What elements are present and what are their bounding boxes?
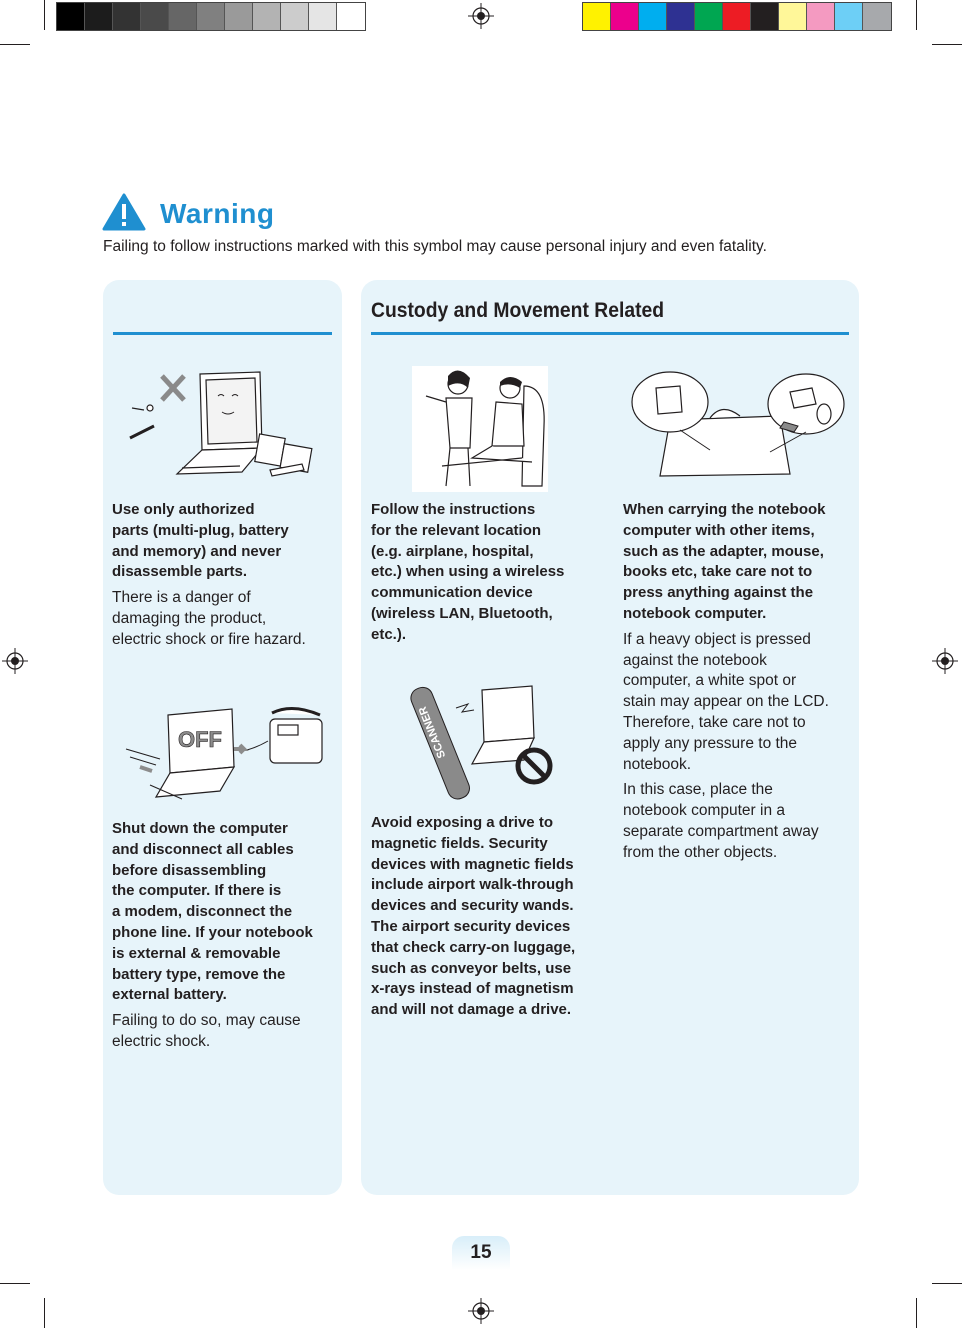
- text-line: computer with other items,: [623, 521, 815, 539]
- text-line: and will not damage a drive.: [371, 1001, 572, 1019]
- warning-triangle-icon: [102, 193, 146, 231]
- registration-mark-icon: [468, 1298, 494, 1324]
- left-item-2-text: [112, 819, 340, 1053]
- text-line: notebook computer.: [623, 604, 767, 622]
- color-swatch: [309, 3, 337, 30]
- color-swatch: [835, 3, 863, 30]
- registration-mark-icon: [932, 648, 958, 674]
- color-swatch: [779, 3, 807, 30]
- text-line: is external & removable: [112, 944, 281, 962]
- left-item-1-bold: [112, 500, 337, 583]
- right-col1-item-1-text: [371, 500, 606, 646]
- text-line: etc.) when using a wireless: [371, 563, 565, 581]
- crop-mark: [0, 1283, 30, 1284]
- right-col1-item-2-text: [371, 813, 611, 1021]
- text-line: parts (multi-plug, battery: [112, 521, 289, 539]
- text-line: In this case, place the: [623, 781, 773, 799]
- text-line: Use only authorized: [112, 501, 255, 518]
- text-line: before disassembling: [112, 861, 267, 879]
- text-line: such as the adapter, mouse,: [623, 542, 824, 560]
- text-line: press anything against the: [623, 584, 814, 602]
- text-line: If a heavy object is pressed: [623, 630, 811, 648]
- text-line: disassemble parts.: [112, 563, 248, 581]
- color-swatch: [197, 3, 225, 30]
- text-line: Therefore, take care not to: [623, 713, 806, 731]
- text-line: notebook.: [623, 755, 692, 773]
- text-line: devices and security wands.: [371, 897, 574, 915]
- crop-mark: [44, 1298, 45, 1328]
- section-title: Custody and Movement Related: [371, 299, 665, 322]
- warning-title: Warning: [160, 198, 275, 229]
- text-line: a modem, disconnect the: [112, 903, 293, 921]
- text-line: electric shock or fire hazard.: [112, 630, 306, 648]
- text-line: damaging the product,: [112, 609, 267, 627]
- color-swatch: [667, 3, 695, 30]
- text-line: against the notebook: [623, 651, 767, 669]
- color-swatch: [583, 3, 611, 30]
- color-swatch: [225, 3, 253, 30]
- bag-compartment-illustration: [630, 370, 845, 480]
- color-swatch: [113, 3, 141, 30]
- text-line: When carrying the notebook: [623, 501, 826, 518]
- crop-mark: [932, 1283, 962, 1284]
- crop-mark: [932, 44, 962, 45]
- text-line: x-rays instead of magnetism: [371, 980, 574, 998]
- text-line: and memory) and never: [112, 542, 282, 560]
- color-swatch: [85, 3, 113, 30]
- text-line: Avoid exposing a drive to: [371, 814, 553, 831]
- text-line: (wireless LAN, Bluetooth,: [371, 604, 553, 622]
- text-line: (e.g. airplane, hospital,: [371, 542, 534, 560]
- text-line: battery type, remove the: [112, 965, 286, 983]
- color-swatch: [281, 3, 309, 30]
- text-line: apply any pressure to the: [623, 734, 798, 752]
- left-item-2-body: [112, 1011, 340, 1053]
- crop-mark: [916, 0, 917, 30]
- crop-mark: [916, 1298, 917, 1328]
- registration-mark-icon: [468, 3, 494, 29]
- registration-mark-icon: [2, 648, 28, 674]
- color-swatch: [57, 3, 85, 30]
- color-swatch: [337, 3, 365, 30]
- text-line: and disconnect all cables: [112, 840, 294, 858]
- color-swatch: [169, 3, 197, 30]
- text-line: Failing to do so, may cause: [112, 1012, 301, 1030]
- color-swatch: [863, 3, 891, 30]
- text-line: stain may appear on the LCD.: [623, 693, 829, 711]
- text-line: the computer. If there is: [112, 882, 282, 900]
- text-line: that check carry-on luggage,: [371, 938, 576, 956]
- color-swatch: [611, 3, 639, 30]
- text-line: separate compartment away: [623, 822, 819, 840]
- text-line: include airport walk-through: [371, 876, 574, 894]
- scanner-illustration: [410, 680, 560, 806]
- right-panel-rule: [371, 332, 849, 335]
- text-line: etc.).: [371, 625, 407, 643]
- color-swatch: [639, 3, 667, 30]
- crop-mark: [0, 44, 30, 45]
- left-item-2-bold: [112, 819, 340, 1006]
- left-item-1-body: [112, 588, 337, 650]
- text-line: magnetic fields. Security: [371, 834, 548, 852]
- text-line: external battery.: [112, 986, 227, 1004]
- warning-subtitle: Failing to follow instructions marked with this symbol may cause personal injury and even fatality.: [103, 238, 767, 255]
- color-swatch-bar: [582, 2, 892, 31]
- text-line: devices with magnetic fields: [371, 855, 574, 873]
- text-line: such as conveyor belts, use: [371, 959, 572, 977]
- page-number: 15: [452, 1236, 510, 1270]
- right-col2-body-1: [623, 630, 853, 776]
- laptop-off-illustration: [122, 705, 332, 805]
- text-line: notebook computer in a: [623, 802, 785, 820]
- text-line: for the relevant location: [371, 521, 542, 539]
- color-swatch: [141, 3, 169, 30]
- right-col1-item-2-bold: [371, 813, 611, 1021]
- text-line: computer, a white spot or: [623, 672, 797, 690]
- grayscale-color-bar: [56, 2, 366, 31]
- color-swatch: [751, 3, 779, 30]
- left-panel-rule: [113, 332, 332, 335]
- text-line: from the other objects.: [623, 843, 778, 861]
- text-line: books etc, take care not to: [623, 563, 813, 581]
- text-line: Follow the instructions: [371, 501, 536, 518]
- color-swatch: [807, 3, 835, 30]
- right-col2-bold: [623, 500, 853, 625]
- scanner-label: SCANNER: [416, 704, 449, 760]
- crop-mark: [44, 0, 45, 30]
- color-swatch: [695, 3, 723, 30]
- airplane-people-illustration: [412, 366, 548, 492]
- text-line: The airport security devices: [371, 917, 571, 935]
- color-swatch: [253, 3, 281, 30]
- text-line: phone line. If your notebook: [112, 923, 313, 941]
- text-line: communication device: [371, 584, 533, 602]
- color-swatch: [723, 3, 751, 30]
- laptop-parts-illustration: [122, 368, 322, 494]
- text-line: There is a danger of: [112, 589, 251, 607]
- right-col2-body-2: [623, 780, 853, 863]
- right-col1-item-1-bold: [371, 500, 606, 646]
- text-line: Shut down the computer: [112, 820, 288, 837]
- off-label: OFF: [178, 727, 222, 752]
- right-col2-text: [623, 500, 853, 864]
- left-item-1-text: [112, 500, 337, 651]
- text-line: electric shock.: [112, 1032, 211, 1050]
